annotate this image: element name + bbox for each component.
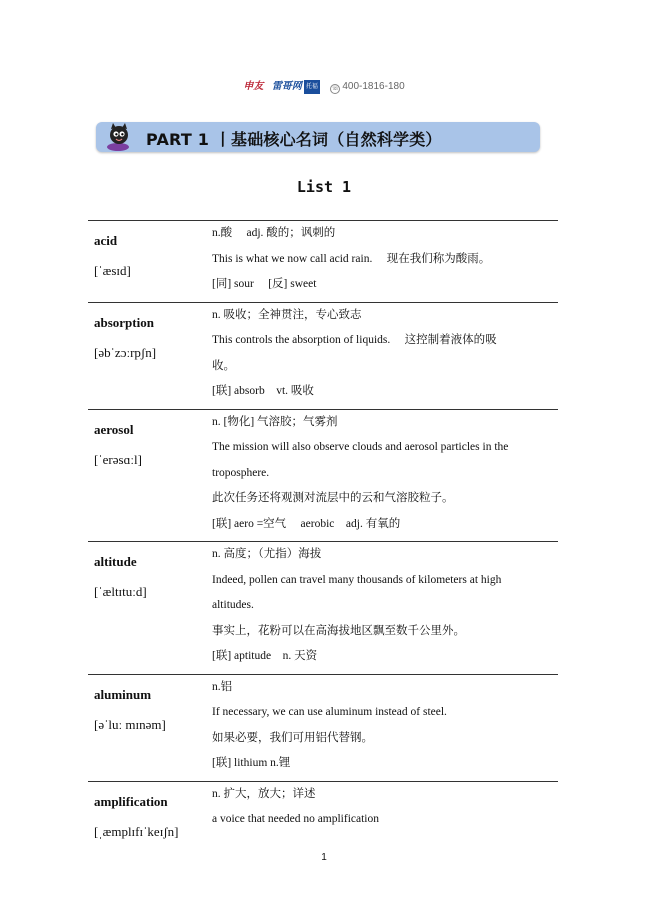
- example-line: Indeed, pollen can travel many thousands of kilometers at high: [212, 573, 502, 586]
- page-header: [0, 80, 648, 94]
- translation-line: 如果必要，我们可用铝代替钢。: [212, 731, 373, 744]
- vocab-word: aerosol: [94, 421, 134, 437]
- phone-number: [330, 81, 404, 92]
- vocab-entry: [88, 674, 558, 781]
- vocab-entry: [88, 409, 558, 542]
- brand-tag: 托福: [304, 80, 320, 94]
- vocab-phonetic: [əˈluː mɪnəm]: [94, 716, 166, 732]
- example-line: The mission will also observe clouds and aerosol particles in the: [212, 441, 509, 453]
- page-number: 1: [321, 852, 327, 863]
- definition-line: n. 高度；（尤指）海拔: [212, 548, 322, 560]
- vocab-phonetic: [ˌæmplɪfɪˈkeɪʃn]: [94, 823, 179, 839]
- vocab-phonetic: [ˈæltɪtuːd]: [94, 584, 147, 599]
- example-line: 收。: [212, 359, 235, 372]
- definition-line: n. 扩大，放大；详述: [212, 787, 316, 800]
- translation-line: 此次任务还将观测对流层中的云和气溶胶粒子。: [212, 492, 454, 504]
- vocabulary-table: [88, 220, 558, 840]
- example-line: troposphere.: [212, 466, 270, 479]
- brand-primary: 申友: [243, 81, 264, 92]
- related-line: [联] lithium n.锂: [212, 757, 291, 769]
- phone-icon: ☏: [331, 86, 340, 92]
- brand-secondary: 雷哥网: [271, 81, 302, 92]
- translation-line: 事实上，花粉可以在高海拔地区飘至数千公里外。: [212, 624, 465, 637]
- vocab-phonetic: [əbˈzɔːrpʃn]: [94, 344, 157, 360]
- part-title: PART 1 丨基础核心名词（自然科学类）: [146, 130, 442, 149]
- related-line: [联] aptitude n. 天资: [212, 650, 318, 662]
- vocab-entry: [88, 541, 558, 674]
- vocab-phonetic: [ˈæsɪd]: [94, 263, 131, 278]
- vocab-entry: [88, 220, 558, 302]
- example-line: This controls the absorption of liquids. 这控制着液体的吸: [212, 334, 497, 346]
- related-line: [同] sour [反] sweet: [212, 278, 317, 290]
- example-line: a voice that needed no amplification: [212, 813, 380, 825]
- definition-line: n. 吸收；全神贯注，专心致志: [212, 308, 362, 321]
- cat-mascot-icon: [104, 123, 134, 153]
- related-line: [联] absorb vt. 吸收: [212, 385, 314, 397]
- phone-text: 400-1816-180: [342, 81, 405, 92]
- related-line: [联] aero =空气 aerobic adj. 有氧的: [212, 517, 401, 530]
- vocab-word: altitude: [94, 554, 137, 569]
- example-line: If necessary, we can use aluminum instead of steel.: [212, 706, 447, 718]
- vocab-word: acid: [94, 233, 118, 248]
- part-banner: [96, 122, 540, 152]
- vocab-word: absorption: [94, 314, 154, 330]
- list-title: List 1: [296, 178, 352, 196]
- vocab-word: amplification: [94, 793, 168, 809]
- vocab-entry: [88, 302, 558, 409]
- example-line: This is what we now call acid rain. 现在我们称为酸雨。: [212, 252, 491, 265]
- vocab-phonetic: [ˈerəsɑːl]: [94, 451, 142, 467]
- definition-line: n. [物化] 气溶胶；气雾剂: [212, 415, 338, 428]
- definition-line: n.铝: [212, 680, 233, 693]
- vocab-word: aluminum: [94, 686, 152, 702]
- definition-line: n.酸 adj. 酸的；讽刺的: [212, 227, 336, 239]
- vocab-entry: [88, 781, 558, 840]
- example-line: altitudes.: [212, 599, 254, 611]
